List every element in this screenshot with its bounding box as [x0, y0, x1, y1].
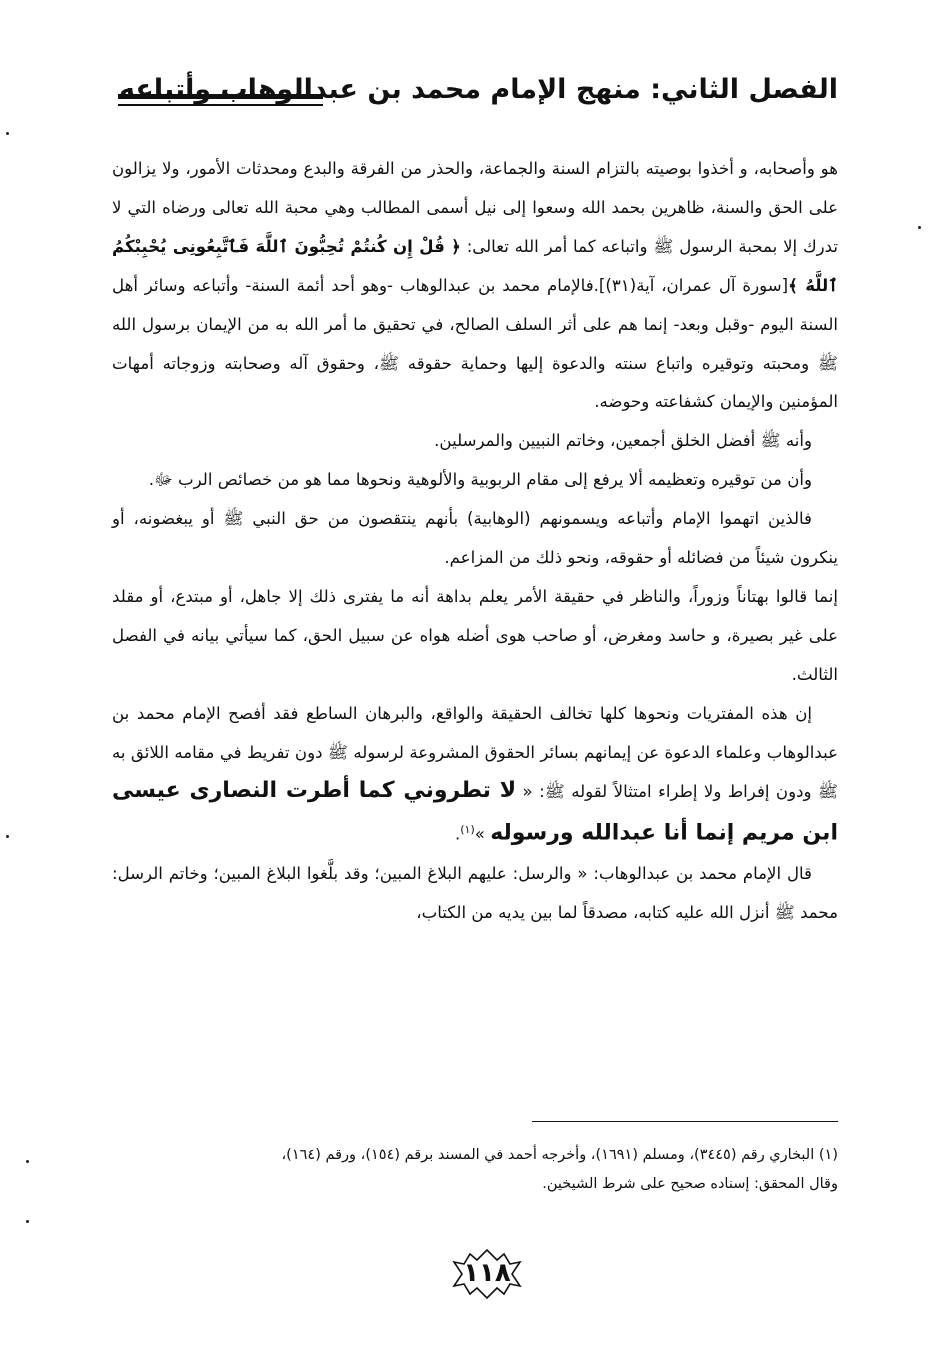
text-run: [سورة آل عمران، آية(٣١)].فالإمام محمد بن عبدالوهاب -وهو أحد أئمة السنة- وأتباعه وسائر أهل السنة اليوم -وقبل وبعد- إنما هم على أثر السلف الصالح، في تحقيق ما أمر الله به من الإيمان برسول الله ﷺ ومحبته وتوقيره واتباع سنته والدعوة إليها وحماية حقوقه ﷺ، وحقوق آله وصحابته وزوجاته أمهات المؤمنين والإيمان كشفاعته وحوضه.: [112, 275, 838, 412]
paragraph: [112, 500, 838, 578]
scan-speck: [6, 835, 9, 838]
footnote-separator: [532, 1121, 838, 1122]
header-rule: [118, 94, 323, 106]
chapter-title: الفصل الثاني: منهج الإمام محمد بن عبدالوهاب وأتباعه: [119, 74, 838, 105]
scan-speck: [6, 132, 9, 135]
text-run: وأن من توقيره وتعظيمه ألا يرفع إلى مقام الربوبية والألوهية ونحوها مما هو من خصائص الرب ﷻ.: [148, 470, 812, 490]
scan-speck: [918, 226, 921, 229]
text-run: .: [454, 824, 461, 844]
page-number: ١١٨: [463, 1258, 511, 1288]
text-run: فالذين اتهموا الإمام وأتباعه ويسمونهم (الوهابية) بأنهم ينتقصون من حق النبي ﷺ أو يبغضونه، أو ينكرون شيئاً من فضائله أو حقوقه، ونحو ذلك من المزاعم.: [112, 509, 838, 568]
text-run: هو وأصحابه، و أخذوا بوصيته بالتزام السنة والجماعة، والحذر من الفرقة والبدع ومحدثات الأمور، ولا يزالون على الحق والسنة، ظاهرين بحمد الله وسعوا إلى نيل أسمى المطالب وهي محبة الله تعالى ورضاه التي لا تدرك إلا بمحبة الرسول ﷺ واتباعه كما أمر الله تعالى:: [112, 159, 838, 256]
footnote-line: وقال المحقق: إسناده صحيح على شرط الشيخين.: [542, 1176, 838, 1192]
footnotes: [118, 1141, 838, 1199]
paragraph: [112, 855, 838, 933]
scan-speck: [26, 1160, 29, 1163]
main-text: [112, 150, 838, 933]
footnote-line: (١) البخاري رقم (٣٤٤٥)، ومسلم (١٦٩١)، وأخرجه أحمد في المسند برقم (١٥٤)، ورقم (١٦٤)،: [281, 1147, 838, 1163]
page-number-ornament: [442, 1244, 532, 1304]
quran-verse: ﴿ قُلْ إِن كُنتُمْ تُحِبُّونَ ٱللَّهَ فَٱتَّبِعُونِى يُحْبِبْكُمُ ٱللَّهُ ﴾: [112, 236, 838, 295]
text-run: »: [474, 824, 491, 844]
paragraph: [112, 461, 838, 500]
footnote-marker: (١): [460, 823, 475, 837]
hadith-quote: لا تطروني كما أطرت النصارى عيسى ابن مريم إنما أنا عبدالله ورسوله: [112, 777, 838, 846]
text-run: وأنه ﷺ أفضل الخلق أجمعين، وخاتم النبيين والمرسلين.: [434, 431, 812, 451]
page-header: [118, 70, 838, 130]
paragraph: [112, 578, 838, 695]
paragraph: [112, 695, 838, 855]
paragraph: [112, 150, 838, 422]
scan-speck: [26, 1220, 29, 1223]
text-run: قال الإمام محمد بن عبدالوهاب: « والرسل: عليهم البلاغ المبين؛ وقد بلَّغوا البلاغ المبين؛ وخاتم الرسل: محمد ﷺ أنزل الله عليه كتابه، مصدقاً لما بين يديه من الكتاب،: [112, 863, 838, 922]
paragraph: [112, 422, 838, 461]
text-run: إنما قالوا بهتاناً وزوراً، والناظر في حقيقة الأمر يعلم بداهة أنه ما يفترى ذلك إلا جاهل، أو مبتدع، أو مقلد على غير بصيرة، و حاسد ومغرض، أو صاحب هوى أضله هواه عن سبيل الحق، كما سيأتي بيانه في الفصل الثالث.: [112, 586, 838, 684]
text-run: إن هذه المفتريات ونحوها كلها تخالف الحقيقة والواقع، والبرهان الساطع فقد أفصح الإمام محمد بن عبدالوهاب وعلماء الدعوة عن إيمانهم بسائر الحقوق المشروعة لرسوله ﷺ دون تفريط في مقامه اللائق به ﷺ ودون إفراط ولا إطراء امتثالاً لقوله ﷺ: «: [112, 703, 839, 801]
